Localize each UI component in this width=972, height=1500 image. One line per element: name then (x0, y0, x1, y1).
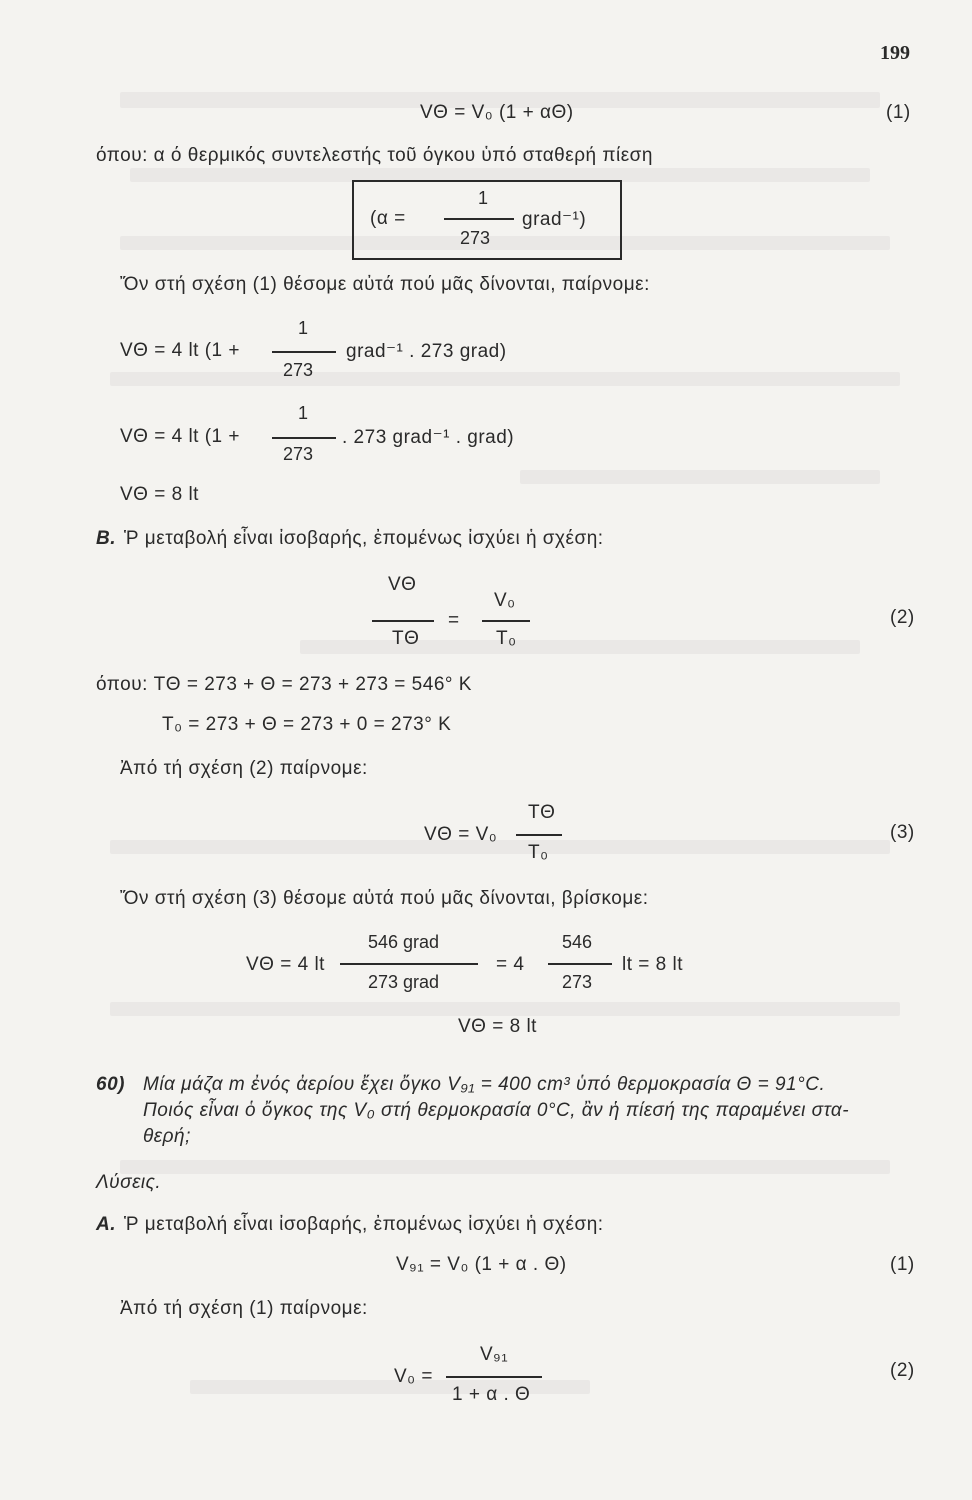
calc-4-numerator-1: 546 grad (368, 932, 440, 952)
eq5-denominator: 1 + α . Θ (452, 1384, 531, 1405)
body-text-from-1: Ἀπό τή σχέση (1) παίρνομε: (120, 1298, 368, 1319)
calc-2-denominator: 273 (283, 444, 314, 464)
page-number: 199 (880, 42, 910, 64)
calc-1-post: grad⁻¹ . 273 grad) (346, 341, 507, 362)
calc-2-post: . 273 grad⁻¹ . grad) (342, 427, 515, 448)
eq5-bar (446, 1376, 542, 1378)
problem-text-line-3: θερή; (143, 1126, 191, 1147)
body-text-where: όπου: α ό θερμικός συντελεστής τοῦ όγκου ὑπό σταθερή πίεση (96, 145, 653, 166)
eq2-equals: = (448, 610, 460, 631)
box-pre: (α = (370, 208, 406, 229)
section-b-label: Β. (96, 528, 116, 549)
calc-4-denominator-2: 273 (562, 972, 593, 992)
eq2-right-numerator: V₀ (494, 590, 516, 611)
body-text-from-2: Ἀπό τή σχέση (2) παίρνομε: (120, 758, 368, 779)
bleed-through-band (520, 470, 880, 484)
eq3-bar (516, 834, 562, 836)
eq3-pre: VΘ = V₀ (424, 824, 498, 845)
bleed-through-band (110, 840, 890, 854)
equation-number: (1) (886, 102, 911, 123)
calc-2-fraction-bar (272, 437, 336, 439)
eq5-pre: V₀ = (394, 1366, 433, 1387)
equation-number: (2) (890, 1360, 915, 1381)
equation-number: (3) (890, 822, 915, 843)
eq3-numerator: TΘ (528, 802, 556, 823)
problem-number: 60) (96, 1074, 125, 1095)
body-text-if-1: Ὄν στή σχέση (1) θέσομε αὐτά πού μᾶς δίνονται, παίρνομε: (120, 274, 650, 295)
calc-4-bar-1 (340, 963, 478, 965)
calc-4-denominator-1: 273 grad (368, 972, 440, 992)
calc-4-numerator-2: 546 (562, 932, 593, 952)
box-fraction-numerator: 1 (478, 188, 489, 208)
calc-4-bar-2 (548, 963, 612, 965)
calc-1-numerator: 1 (298, 318, 309, 338)
calc-5: VΘ = 8 lt (458, 1016, 537, 1037)
eq5-numerator: V₉₁ (480, 1344, 509, 1365)
section-a-label: Α. (96, 1214, 116, 1235)
body-text-if-3: Ὄν στή σχέση (3) θέσομε αὐτά πού μᾶς δίνονται, βρίσκομε: (120, 888, 649, 909)
equation-1: VΘ = V₀ (1 + αΘ) (420, 102, 574, 123)
solutions-heading: Λύσεις. (96, 1172, 162, 1193)
bleed-through-band (300, 640, 860, 654)
bleed-through-band (110, 1002, 900, 1016)
calc-4-post: lt = 8 lt (622, 954, 683, 975)
eq2-left-numerator: VΘ (388, 574, 417, 595)
section-b-text: Ῥ μεταβολή εἶναι ἰσοβαρής, ἐπομένως ἰσχύει ἡ σχέση: (124, 528, 604, 549)
equation-4: V₉₁ = V₀ (1 + α . Θ) (396, 1254, 567, 1275)
where-2a: όπου: TΘ = 273 + Θ = 273 + 273 = 546° K (96, 674, 472, 695)
equation-number: (1) (890, 1254, 915, 1275)
eq2-left-bar (372, 620, 434, 622)
eq3-denominator: T₀ (528, 842, 549, 863)
section-a-text: Ῥ μεταβολή εἶναι ἰσοβαρής, ἐπομένως ἰσχύει ἡ σχέση: (124, 1214, 604, 1235)
bleed-through-band (110, 372, 900, 386)
bleed-through-band (120, 1160, 890, 1174)
box-post: grad⁻¹) (522, 209, 587, 230)
alpha-definition-box (352, 180, 622, 260)
calc-4-mid: = 4 (496, 954, 525, 975)
problem-text-line-1: Μία μάζα m ἐνός ἀερίου ἔχει ὄγκο V₉₁ = 400 cm³ ὑπό θερμοκρασία Θ = 91°C. (143, 1074, 826, 1095)
calc-1-fraction-bar (272, 351, 336, 353)
box-fraction-bar (444, 218, 514, 220)
equation-number: (2) (890, 607, 915, 628)
calc-1-denominator: 273 (283, 360, 314, 380)
calc-2-pre: VΘ = 4 lt (1 + (120, 426, 240, 447)
calc-2-numerator: 1 (298, 403, 309, 423)
calc-1-pre: VΘ = 4 lt (1 + (120, 340, 240, 361)
eq2-right-denominator: T₀ (496, 628, 517, 649)
where-2b: T₀ = 273 + Θ = 273 + 0 = 273° K (162, 714, 452, 735)
calc-3: VΘ = 8 lt (120, 484, 199, 505)
box-fraction-denominator: 273 (460, 228, 491, 248)
eq2-right-bar (482, 620, 530, 622)
problem-text-line-2: Ποιός εἶναι ὁ ὄγκος της V₀ στή θερμοκρασία 0°C, ἂν ἡ πίεσή της παραμένει στα- (143, 1100, 850, 1121)
calc-4-pre: VΘ = 4 lt (246, 954, 325, 975)
eq2-left-denominator: TΘ (392, 628, 420, 649)
